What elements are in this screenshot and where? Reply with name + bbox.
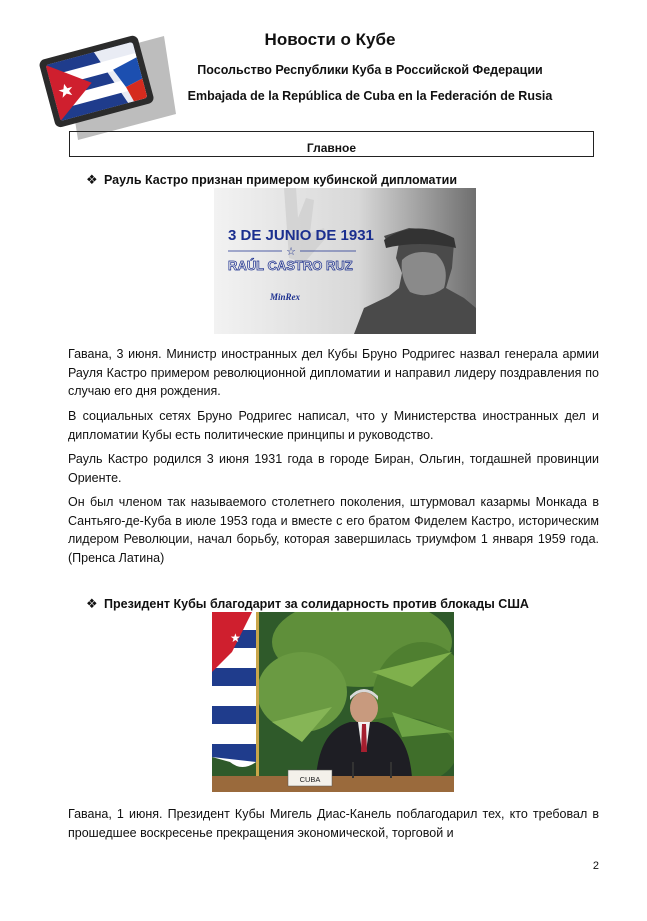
article-paragraph: Гавана, 1 июня. Президент Кубы Мигель Диас-Канель поблагодарил тех, кто требовал в прошедшее воскресенье прекращения экономической, торговой и <box>68 807 599 840</box>
president-diaz-canel-photo <box>212 612 454 792</box>
cuba-russia-flag-logo <box>36 22 176 142</box>
diamond-bullet-icon: ❖ <box>86 172 98 187</box>
photo-name-text: RAÚL CASTRO RUZ <box>228 258 353 273</box>
article-heading <box>86 172 457 188</box>
section-header-box <box>69 131 594 157</box>
embassy-name-spanish: Embajada de la República de Cuba en la Federación de Rusia <box>187 89 553 103</box>
article-paragraph: Гавана, 3 июня. Министр иностранных дел Кубы Бруно Родригес назвал генерала армии Рауля Кастро примером революционной дипломатии и направил лидеру поздравления по случаю его дня рождения. <box>68 347 599 398</box>
raul-castro-birthday-image <box>214 188 476 334</box>
page-number: 2 <box>592 860 599 872</box>
article-title: Президент Кубы благодарит за солидарность против блокады США <box>104 597 529 611</box>
document-title: Новости о Кубе <box>264 30 396 49</box>
photo-date-text: 3 DE JUNIO DE 1931 <box>228 227 374 244</box>
section-label: Главное <box>306 141 357 155</box>
article-heading <box>86 596 529 612</box>
embassy-name-russian: Посольство Республики Куба в Российской Федерации <box>197 63 543 77</box>
desk-name-plate: CUBA <box>299 775 321 784</box>
diamond-bullet-icon: ❖ <box>86 596 98 611</box>
flag-star-icon: ★ <box>230 631 241 645</box>
article-title: Рауль Кастро признан примером кубинской дипломатии <box>104 173 458 187</box>
article-paragraph: Он был членом так называемого столетнего поколения, штурмовал казармы Монкада в Сантьяго-де-Куба в июле 1953 года и вместе с его братом Фиделем Кастро, историческим лидером Революции, начал борьбу, которая завершилась триумфом 1 января 1959 года. (Пренса Латина) <box>68 495 599 565</box>
article-paragraph: В социальных сетях Бруно Родригес написал, что у Министерства иностранных дел и дипломатии Кубы есть политические принципы и руководство. <box>68 409 599 442</box>
article-paragraph: Рауль Кастро родился 3 июня 1931 года в городе Биран, Ольгин, тогдашней провинции Ориенте. <box>68 452 599 485</box>
star-icon: ☆ <box>286 246 296 258</box>
minrex-logo-text: MinRex <box>270 292 301 302</box>
